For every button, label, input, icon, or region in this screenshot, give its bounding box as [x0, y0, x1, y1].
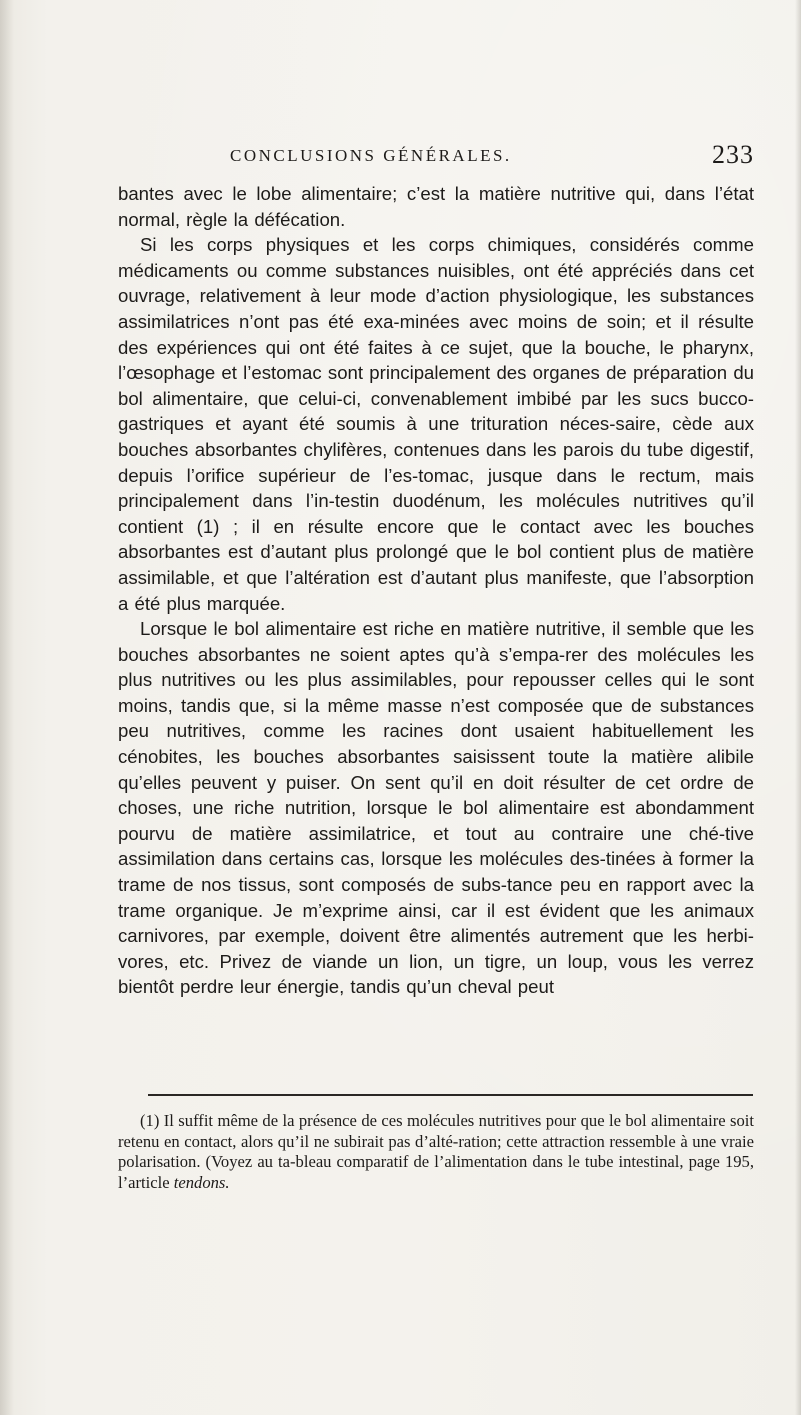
page-gutter-shadow: [0, 0, 14, 1415]
paragraph: Lorsque le bol alimentaire est riche en matière nutritive, il semble que les bouches absorbantes ne soient aptes qu’à s’empa-rer des molécules les plus nutritives ou les plus assimilables, pour repousser celles qui le sont moins, tandis que, si la même masse n’est composée que de substances peu nutritives, comme les racines dont usaient habituellement les cénobites, les bouches absorbantes saisissent toute la matière alibile qu’elles peuvent y puiser. On sent qu’il en doit résulter de cet ordre de choses, une riche nutrition, lorsque le bol alimentaire est abondamment pourvu de matière assimilatrice, et tout au contraire une ché-tive assimilation dans certains cas, lorsque les molécules des-tinées à former la trame de nos tissus, sont composés de subs-tance peu en rapport avec la trame organique. Je m’exprime ainsi, car il est évident que les animaux carnivores, par exemple, doivent être alimentés autrement que les herbi-vores, etc. Privez de viande un lion, un tigre, un loup, vous les verrez bientôt perdre leur énergie, tandis qu’un cheval peut: [118, 618, 754, 998]
footnote-text: (1) Il suffit même de la présence de ces molécules nutritives pour que le bol alimentaire soit retenu en contact, alors qu’il ne subirait pas d’alté-ration; cette attraction ressemble à une vraie polarisation. (Voyez au ta-bleau comparatif de l’alimentation dans le tube intestinal, page 195, l’article: [118, 1111, 754, 1193]
footnote-separator-rule: [148, 1094, 753, 1096]
footnote: [118, 1111, 754, 1194]
page-edge-shadow: [795, 0, 801, 1415]
main-text: [118, 181, 754, 1000]
paragraph-continued: bantes avec le lobe alimentaire; c’est la matière nutritive qui, dans l’état normal, règle la défécation.: [118, 183, 754, 230]
page-header: [118, 140, 754, 176]
page-number: 233: [712, 140, 754, 169]
paragraph: Si les corps physiques et les corps chimiques, considérés comme médicaments ou comme substances nuisibles, ont été appréciés dans cet ouvrage, relativement à leur mode d’action physiologique, les substances assimilatrices n’ont pas été exa-minées avec moins de soin; et il résulte des expériences qui ont été faites à ce sujet, que la bouche, le pharynx, l’œsophage et l’estomac sont principalement des organes de préparation du bol alimentaire, que celui-ci, convenablement imbibé par les sucs bucco-gastriques et ayant été soumis à une trituration néces-saire, cède aux bouches absorbantes chylifères, contenues dans les parois du tube digestif, depuis l’orifice supérieur de l’es-tomac, jusque dans le rectum, mais principalement dans l’in-testin duodénum, les molécules nutritives qu’il contient (1) ; il en résulte encore que le contact avec les bouches absorbantes est d’autant plus prolongé que le bol contient plus de matière assimilable, et que l’altération est d’autant plus manifeste, que l’absorption a été plus marquée.: [118, 234, 754, 614]
running-head: CONCLUSIONS GÉNÉRALES.: [230, 146, 512, 165]
footnote-italic-tail: tendons.: [173, 1173, 230, 1193]
